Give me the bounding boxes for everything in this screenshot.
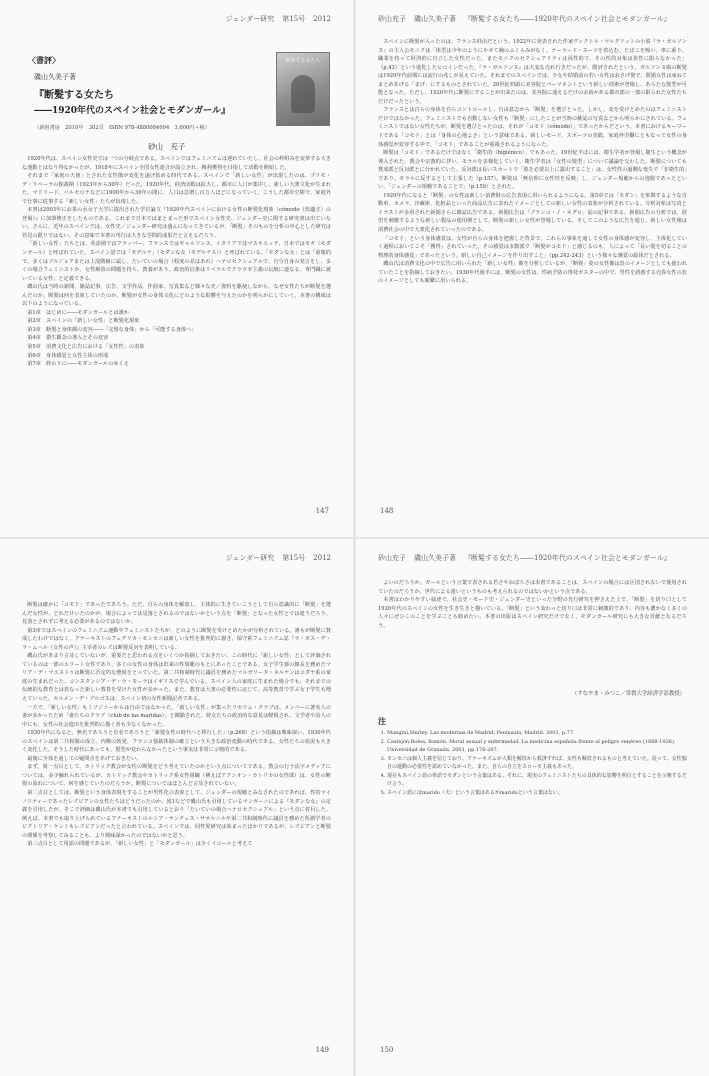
paragraph: 磯山氏は消費文化の中で広告に用いられた「新しい女性」像を分析しているが、「断髪」姿の女性像は負のイメージとしても使われていたことを指摘しておきたい。1930年代後半には、断髪の女性は、性病予防の啓発ポスターの中で、男性を誘惑する売春女性の負のイメージとしても頻繁に用いられる。 [378,261,687,285]
issue-year: 2012 [313,15,331,23]
chapter-item: 第4章 衛生観念の導入とその変容 [27,335,109,342]
paragraph: それまで「家庭の天使」とされた女性像が変化を遂げ始める時代である。スペインで「新しい女性」が出現したのは、プリモ・デ・リベーラの独裁期（1923年から30年）だった。1920年代、経済活動は拡大し、都市に人口が集中し、新しい大衆文化が生まれた。マドリード、バルセロナなどに1900年から30年の間に、人口は急増し百万人ほどになっていく。こうした都市空間で、家庭外で仕事に従事する「新しい女性」たちが出現した。 [22,173,331,205]
book-author: 磯山久美子著 [34,73,76,81]
review-heading [28,55,258,151]
note-item: 5. スペイン語にはmarido（夫）という言葉はあるがmaridaという言葉はない。 [387,789,687,797]
body-text [22,601,331,849]
header-book-title: 『断髪する女たち――1920年代のスペイン社会とモダンガール』 [464,554,671,562]
paragraph: スペインに断髪が入ったのは、フランス経由だという。1922年に発表された作家ヴィクトル・マルグリットの小説『ラ・ガルソンヌ』の主人公モニクは「体型は少年のようにやせて胸のふくらみがなく、テーラード・スーツを着込む。たばこを吸い、車に乗り、職業を持って経済的に自立した女性だった。またモニクのセクシュアリティは両性的で、その性的対象は異性に限らなかった」（p.43）という進化したヒロインだった。『ラ・ガルソンヌ』は大変な売れ行きだったが、酷評されたという。ガルソンヌ風の断髪は1920年代前期には流行の兆しが見えていた。それまでのスペインでは、少女や結婚前の若い女性はおさげ髪で、既婚女性は束ねてまとめあげる「まげ」にするものとされていた。20世紀初頭に美容院とパーマネントという新しい技術が登場し、あらたな髪型が可能となった。ただし、1920年代に断髪にすることが出来たのは、美容院に通えるだけの余裕がある都市部の一部の限られた女性たちだけだったという。 [378,39,687,105]
note-item: 3. モンセニは個人主義を信じており、アナーキズムが人類を解放から救済すれば、女性も解放されるものと考えていた。従って、女性独自の運動の必要性を認めていなかった。また、自らの自立をスローモ主義もあった。 [387,755,687,771]
running-header [378,553,671,563]
page-148 [356,0,709,537]
body-text [378,579,687,630]
issue-number: 第15号 [282,15,306,23]
notes-heading: 注 [378,716,386,726]
page-number: 147 [315,507,329,515]
paragraph: 1930年代になると、無名であろうと有名であろうと「新髪女性の時代へと移行した」（p.268）という指摘は興味深い。1930年代のスペインは第二共和制の成立、内戦の勃発、フランコ独裁体制の確立という大きな政治変動の時代である。女性たちの状況も大きく変化した。そうした時代にあっても、髪型が変わらなかったという事実は非常に示唆的である。 [22,730,331,754]
paragraph: まず、第一点目として、カトリック教会が女性の断髪をどう考えていたのかという点についてである。教会の行う活字メディアについては、多少触れられているが、カトリック教会やカトリック系女性組織（例えばアクシオン・カトリカの女性部）は、女性の断髪の流れについて、何を感じていたのだろうか。断髪についてはほとんど言及されていない。 [22,764,331,788]
paragraph: 「新しい女性」たちとは、英語圏ではフラッパー、フランスではギャルソンヌ、イタリアではマスキエッテ、日本ではモガ（モダンガール）と呼ばれていた。スペイン語では「モデルナ」（モダンな女（モデルナス））と呼ばれている。「モダンな女」とは「前衛的で、多くはブルジョアまたは上流階級に属し、たいていの場合（程度の差はあれ）ヘテロセクシュアルで、自分自身の発言をし、多くの場合フェミニストか、女性解放の問題を持ち、教養があり、政治的信条はリベラルでクラウゼ主義の伝統に連なる、専門職に就いている女性」と定義できる。 [22,241,331,282]
chapter-item: 第3章 断髪と身体観の変容――「完璧な身体」から「可能する身体へ」 [27,326,197,333]
chapter-item: 第5章 消費文化と広告における「女性性」の表象 [27,344,145,351]
paragraph: 本書はわかりやすい叙述で、社会史・モード史・ジェンダー史といった分野の先行研究を押さえた上で、「断髪」を切り口として1920年代のスペインの女性を生き生きと描いている。「断髪」という変わった切り口は非常に刺激的であり、内容も濃かなく多くの人々にぜひこのことを学ぶことも勧めたい。本書の出版はスペイン研究だけでなく、モダンガール研究にも大きな貢献となるだろう。 [378,597,687,629]
cover-title: 断髪する女たち [285,58,321,64]
issue-year: 2012 [313,554,331,562]
paragraph: 最後に全体を通しての疑問点をあげておきたい。 [27,755,142,762]
running-header [378,14,671,24]
book-cover-image [276,52,330,126]
review-tag: 〈書評〉 [28,55,60,65]
book-subtitle: ――1920年代のスペイン社会とモダンガール』 [34,106,230,116]
chapter-item: 第1章 はじめに――モダンガールとは誰か [27,309,129,316]
chapter-item: 第2章 スペインの「新しい女性」と断髪化現象 [27,318,140,325]
header-book-title: 『断髪する女たち――1920年代のスペイン社会とモダンガール』 [464,15,671,23]
header-author: 砂山充子 [378,554,406,562]
paragraph: 第3章ではスペインのフェミニズム運動やフェミニストたちが、どのように断髪を受けとめたかが分析されている。誰もが断髪に賛成したわけではなく、アナーキストのフェデリカ・モンセニは新しい女性を批判的に描き、保守系フェミニズム誌『ラ・ボス・デ・ラ・ムヘル（女性の声）』主宰者のレズは断髪反対を表明している。 [22,627,331,651]
paragraph: 磯山氏は当時の新聞、雑誌記事、広告、文学作品、作曲家、写真集など様々な史／資料を駆使しながら、なぜ女性たちが断髪を選んだのか、断髪は何を表象していたのか、断髪が女性の身体文化にどのような影響を与えたのかを明らかにしていく。本書の構成は以下のようになっている。 [22,284,331,308]
paragraph: 磯山氏があまり言及していないが、重要だと思われる点をいくつか指摘しておきたい。この時代に「新しい女性」として評価されているのは一部のエリート女性であり、多くの女性の身体は旧来の性規範のもとにあったことである。女子学生寮の館長を務めたマリア・デ・マエストゥは断髪に否定的な態度をとっていた。第二共和制時代に議員を務めたマルガリータ・ネルケンはユダヤ系の家庭の生まれだった。コンスタンシア・デ・ラ・モーラはイギリスで学んでいる。スペイン人の家庭に生まれた場合でも、それまでの伝統的な教育とは異なった新しい教育を受けた女性が多かった。また、教育は大衆の必要性に応じて、高等教育で学ぶ女子学生も増えていった。カルメン・デ・ブルゴスは、スペイン初の女性新聞記者である。 [22,653,331,703]
chapter-item: 第7章 終わりに――モダンガールのゆくえ [27,361,129,368]
header-book-author: 磯山久美子著 [414,15,456,23]
paragraph: 本書は2003年にお茶の水女子大学に提出された学位論文『1920年代スペインにおける女性の断髪化現象（cómodo（快適さ）の登場）』に加筆修正をしたものである。これまで日本ではまとまった形でスペイン女性史、ジェンダー史に関する研究書は出ていない。さらに、近年のスペインでは、女性史／ジェンダー研究は盛んになってきているが、「断髪」そのものを分析の中心とした研究は管見の限りではない。その意味で本書の刊行は大きな学問的成果だと言えるだろう。 [22,207,331,239]
header-author: 砂山充子 [378,15,406,23]
paragraph: 一方で、「新しい女性」もミソジニーからは自由ではなかった。「新しい女性」が集ったリセウム・クラブは、メンバーに著名人の妻が多かったため「妻たちのクラブ（club de las maridas）」と揶揄された。彼女たちの政治的な意見は軽視され、文学者や詩人の中にも、女性の社会進出を批判的に描く者も少なくなかった。 [22,704,331,728]
paragraph: 断髪は確かに「コモド」であったであろう。ただ、自らの身体を解放し、主体的に生きていこうとして自ら意識的に「断髪」を選んだ女性が、どれだけいたのかが、場合によっては見落とされるのではないかという点を「断髪」となった女性とでは違うだろう。見落とされずに考える必要があるのではないか。 [22,602,331,626]
book-metadata: （新宿書房 2010年 302頁 ISBN 978-4880084094 3,600円＋税） [34,125,211,131]
paragraph: よいのだろうか。ガールという言葉で表される若さやおぼろさは本書であることは、スペインの場合には区別されないで使用されていたのだろうか。世代による違いというものも考えられるのではないかという点である。 [378,580,687,595]
paragraph: フランスとは自らの身体を自らコントロールし、自由意志から「断髪」を選びとった。しかし、変を受けとめたのはフェミニストだけではなかった。フェミニストでも自動しない女性も「断髪」にしたことが当時の雑誌の写真などから明らかにされている。フェミニストではない女性たちが、断髪を選びとったのは、それが「コモド（cómodo）」であったからだという。本書におけるキーワードである「コモド」とは「身体の心地よさ」という意味である。新しいモード、スポーツの実践、家庭外労働にともなって女性の身体感覚が変容する中で、「コモド」であることが重視されるようになった。 [378,107,687,148]
body-text [378,38,687,286]
paragraph: 断髪は「コモド」であるだけではなく「衛生的（higiénico）」でもあった。19世紀半ばには、衛生学者が登場し衛生という概念が導入された。教会や宗教的に伴い、モラルを多様化していく。衛生学者は「女性の髪型」について議論を交わした。断髪についても賛成派と反対派とに分かれていた。反対派は長いスカートで「肌を必要以上に露出すること」は、女性性の過剰な喪失で「非衛生的」であり、モラルに反するとして主張した（p.157）。断髪は「無信仰に女性性を反映」し、ジェンダー規範からの逸脱であったといい、「ジェンダーの規範であることで」（p.159）とされた。 [378,150,687,191]
journal-name: ジェンダー研究 [225,15,275,23]
issue-number: 第15号 [282,554,306,562]
header-book-author: 磯山久美子著 [414,554,456,562]
note-item: 1. Mangini,Shirley. Las modernas de Madrid, Península, Madrid. 2001, p.77 [387,729,687,737]
running-header [226,14,331,24]
page-number: 149 [315,1046,329,1054]
paragraph: 「コモド」という身体感覚は、女性が自らの身体を把握した背景で、これらの事象を通して女性の身体感が変容し、主体化していく過程においてこそ「獲得」されていった。その感覚は多数派で「断髪がコモド」と感じるのも、人によって「長い髪を切ることの物理的身体感覚」であったという。新しい自己イメージを作り出すこと」（pp.242-243）という様々な感覚の総体だとされる。 [378,235,687,259]
body-text [22,155,331,369]
notes-section [378,717,687,798]
notes-list [378,729,687,797]
page-149 [0,539,353,1076]
running-header [226,553,331,563]
paragraph: 1920年代になると「断髪」の女性は新しい消費財の広告表現に用いられるようになる。第5章では「モダン」を象徴するような自動車、カメラ、冷蔵庫、化粧品といった商品広告に表れたイメージとしての新しい女性の表象が分析されている。分析対象は写真とイラストが多用された新聞さらに雑誌広告である。新聞広告は「ブランコ・イ・ネグロ」誌の記事である。新聞広告の分析では、欲望を刺激するような新しい製品の使用例として、断髪の新しい女性が登場している。そしてこのような広告を通じ、新しい女性像は消費社会の中で大衆化されていったのである。 [378,192,687,234]
page-number: 148 [380,507,394,515]
paragraph: 第三点目として用語の問題であるが、「新しい女性」と「モダンガール」は全くイコールと考えて [27,841,253,848]
book-title: 『断髪する女たち [34,90,114,101]
page-150 [356,539,709,1076]
page-147 [0,0,353,537]
page-number: 150 [380,1046,394,1054]
note-item: 4. 現在もスペイン語の単語でモダンという言葉はある。それに、現実のフェミニストたちの具体的な影響を明白とすることを示唆するだけ言う。 [387,772,687,788]
cover-figure [291,75,315,113]
reviewer-name: 砂山 充子 [148,142,186,151]
note-item: 2. Castejón Bolea, Ramón. Moral sexual y enfermedad. La medicina española frente al peligro venéreo (1868-1936). Universidad de Granada, 2001, pp.176-207. [387,738,687,754]
reviewer-signature: （すなやま・みつこ／常磐大学経済学部教授） [571,691,685,697]
journal-name: ジェンダー研究 [225,554,275,562]
chapter-item: 第6章 身体感覚と女性主体の形成 [27,352,109,359]
paragraph: 1920年代は、スペイン女性史では一つの分岐点である。スペインではフェミニズムは遅れていたし、社会の枠組みを変革する大きな運動とはなり得なかったが、1918年にスペイン全国女性連合が設立され、権利獲得を目指して活動を開始した。 [22,156,331,171]
paragraph: 第二点目としては、断髪という身体表現をすることが男性化の表象として、ジェンダーの規範とみなされたのであれば、性的マイノリティーであったレズビアンの女性たちはどうだったのか。図1などで磯山氏も引用しているマンガーニによる『モダンな女』の定義を引用したが、そこで評価は磯山氏が本書でも引用しているとおり「たいていの場合ヘテロセクシュアル」という点に着目した。例えば、本書でも取り上げられているアナーキストのルシア・サンチェス・サオルニルや第二共和制時代に議員を務めた所謂学者のビクトリア・ケントもレズビアンだったと言われている。スペインでは、同性愛研究は始まったばかりであるが、レズビアンと断髪の関係を考察してみることも、より興味深かったのではないかと思う。 [22,790,331,839]
